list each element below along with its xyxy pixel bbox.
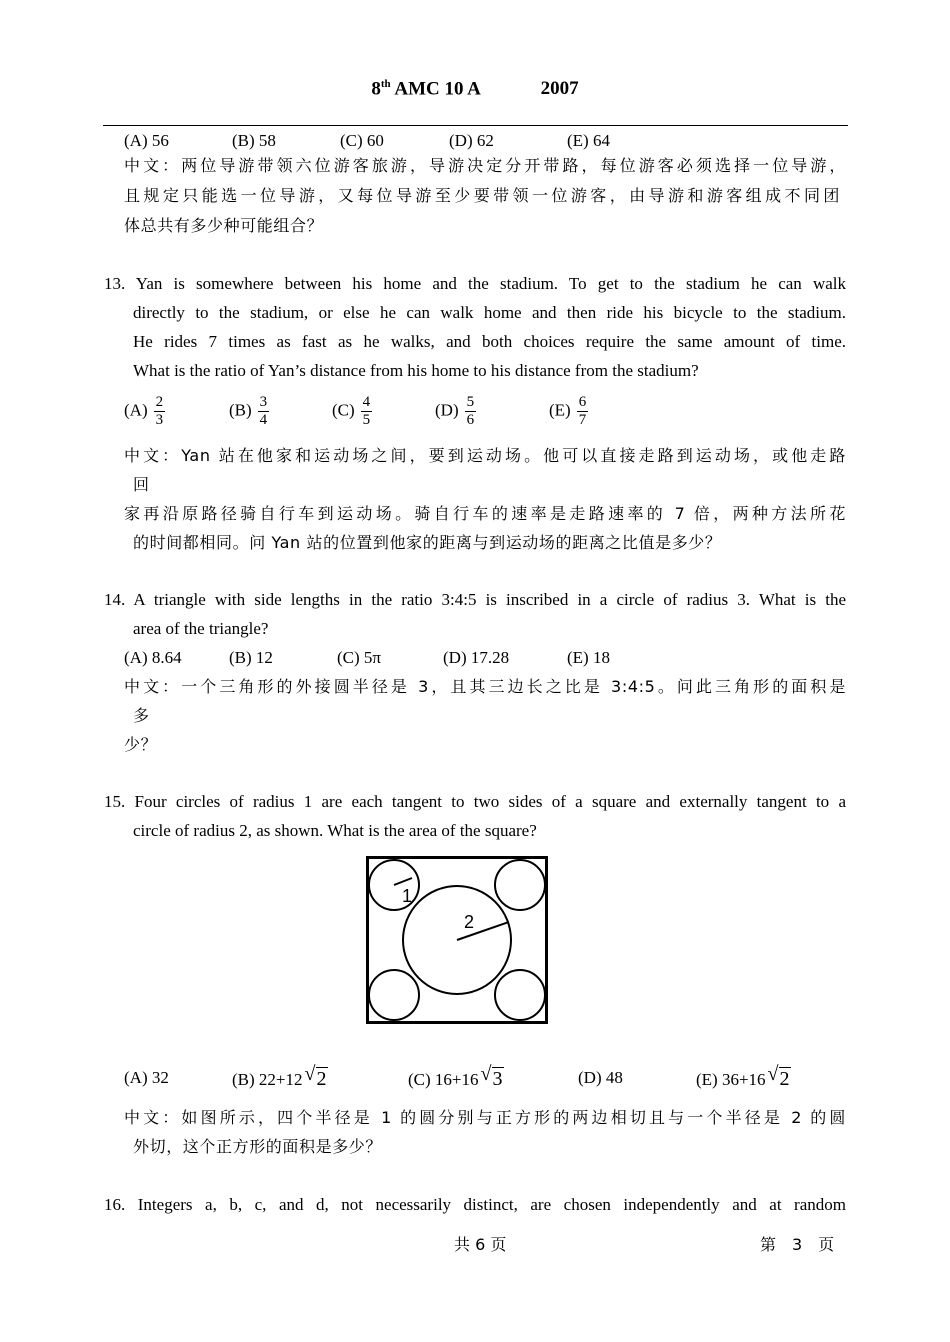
choice: (E) 64 [567,131,610,150]
numerator: 3 [259,394,268,410]
choice: (E) 18 [567,648,610,667]
q14-text-line: area of the triangle? [133,619,269,638]
choice: (D) 48 [578,1068,623,1087]
fraction [154,394,166,429]
choice-label: (C) [332,400,355,420]
q14-text-line: 14. A triangle with side lengths in the ratio 3:4:5 is inscribed in a circle of radius 3. What is the [104,590,846,609]
fraction-choice [124,394,165,429]
radical-sign-icon: √ [480,1063,492,1085]
choice: (C) 5π [337,648,381,667]
header-rule [103,125,848,126]
radicand: 3 [492,1068,503,1090]
sqrt [480,1063,504,1090]
page-header [0,78,950,100]
fraction [258,394,270,429]
q13-cn-line: 家再沿原路径骑自行车到运动场。骑自行车的速率是走路速率的 7 倍，两种方法所花 [124,504,846,523]
square-circles-figure [366,856,548,1024]
header-title: AMC 10 A [394,78,480,100]
q13-text-line: He rides 7 times as fast as he walks, and both choices require the same amount of time. [133,332,846,351]
fraction-choice [332,394,372,429]
numerator: 5 [466,394,475,410]
fraction [577,394,589,429]
choice-prefix: (E) 36+16 [696,1070,766,1089]
choice: (A) 56 [124,131,169,150]
choice-prefix: (C) 16+16 [408,1070,479,1089]
q16-text-line: 16. Integers a, b, c, and d, not necessarily distinct, are chosen independently and at random [104,1195,846,1214]
choice [408,1063,504,1090]
fraction-choice [435,394,476,429]
choice-label: (B) [229,400,252,420]
q13-cn-line: 的时间都相同。问 Yan 站的位置到他家的距离与到运动场的距离之比值是多少？ [133,533,722,552]
numerator: 4 [362,394,371,410]
q13-cn-line: 中文：Yan 站在他家和运动场之间，要到运动场。他可以直接走路到运动场，或他走路 [124,446,846,465]
q15-cn-line: 中文：如图所示，四个半径是 1 的圆分别与正方形的两边相切且与一个半径是 2 的圆 [124,1108,846,1127]
choice [696,1063,791,1090]
radicand: 2 [316,1068,327,1090]
fraction-choice [229,394,269,429]
denominator: 3 [155,412,164,428]
numerator: 2 [155,394,164,410]
q15-text-line: circle of radius 2, as shown. What is the area of the square? [133,821,537,840]
fraction-choice [549,394,588,429]
q13-cn-line: 回 [133,475,150,494]
choice [232,1063,328,1090]
q15-cn-line: 外切，这个正方形的面积是多少？ [133,1137,383,1156]
radical-sign-icon: √ [304,1063,316,1085]
choice-label: (A) [124,400,148,420]
q12-cn-line: 且规定只能选一位导游，又每位导游至少要带领一位游客，由导游和游客组成不同团 [124,186,840,205]
choice: (D) 62 [449,131,494,150]
denominator: 4 [259,412,268,428]
sqrt [304,1063,328,1090]
q14-cn-line: 多 [133,706,150,725]
choice-label: (D) [435,400,459,420]
q12-cn-line: 体总共有多少种可能组合？ [124,216,324,235]
header-ordinal: 8 [371,78,381,100]
choice: (B) 58 [232,131,276,150]
sqrt [767,1063,791,1090]
fraction [361,394,373,429]
radical-sign-icon: √ [767,1063,779,1085]
numerator: 6 [578,394,587,410]
fraction [465,394,477,429]
denominator: 6 [466,412,475,428]
radicand: 2 [779,1068,790,1090]
choice-prefix: (B) 22+12 [232,1070,303,1089]
q13-text-line: 13. Yan is somewhere between his home and the stadium. To get to the stadium he can walk [104,274,846,293]
denominator: 5 [362,412,371,428]
small-radius-label: 1 [402,886,413,906]
choice: (B) 12 [229,648,273,667]
choice: (C) 60 [340,131,384,150]
choice: (A) 32 [124,1068,169,1087]
q13-text-line: What is the ratio of Yan’s distance from his home to his distance from the stadium? [133,361,699,380]
q12-cn-line: 中文：两位导游带领六位游客旅游，导游决定分开带路，每位游客必须选择一位导游， [124,156,846,175]
choice-label: (E) [549,400,571,420]
q15-text-line: 15. Four circles of radius 1 are each tangent to two sides of a square and externally tangent to a [104,792,846,811]
q14-cn-line: 少？ [124,735,158,754]
choice: (A) 8.64 [124,648,182,667]
q14-cn-line: 中文：一个三角形的外接圆半径是 3，且其三边长之比是 3:4:5。问此三角形的面积是 [124,677,846,696]
denominator: 7 [578,412,587,428]
footer-total-pages: 共 6 页 [454,1235,507,1254]
q13-text-line: directly to the stadium, or else he can walk home and then ride his bicycle to the stadium. [133,303,846,322]
large-radius-label: 2 [464,912,475,932]
choice: (D) 17.28 [443,648,510,667]
header-year: 2007 [540,78,579,100]
header-ordinal-sup: th [380,78,391,90]
footer-page-number: 第 3 页 [760,1235,835,1254]
